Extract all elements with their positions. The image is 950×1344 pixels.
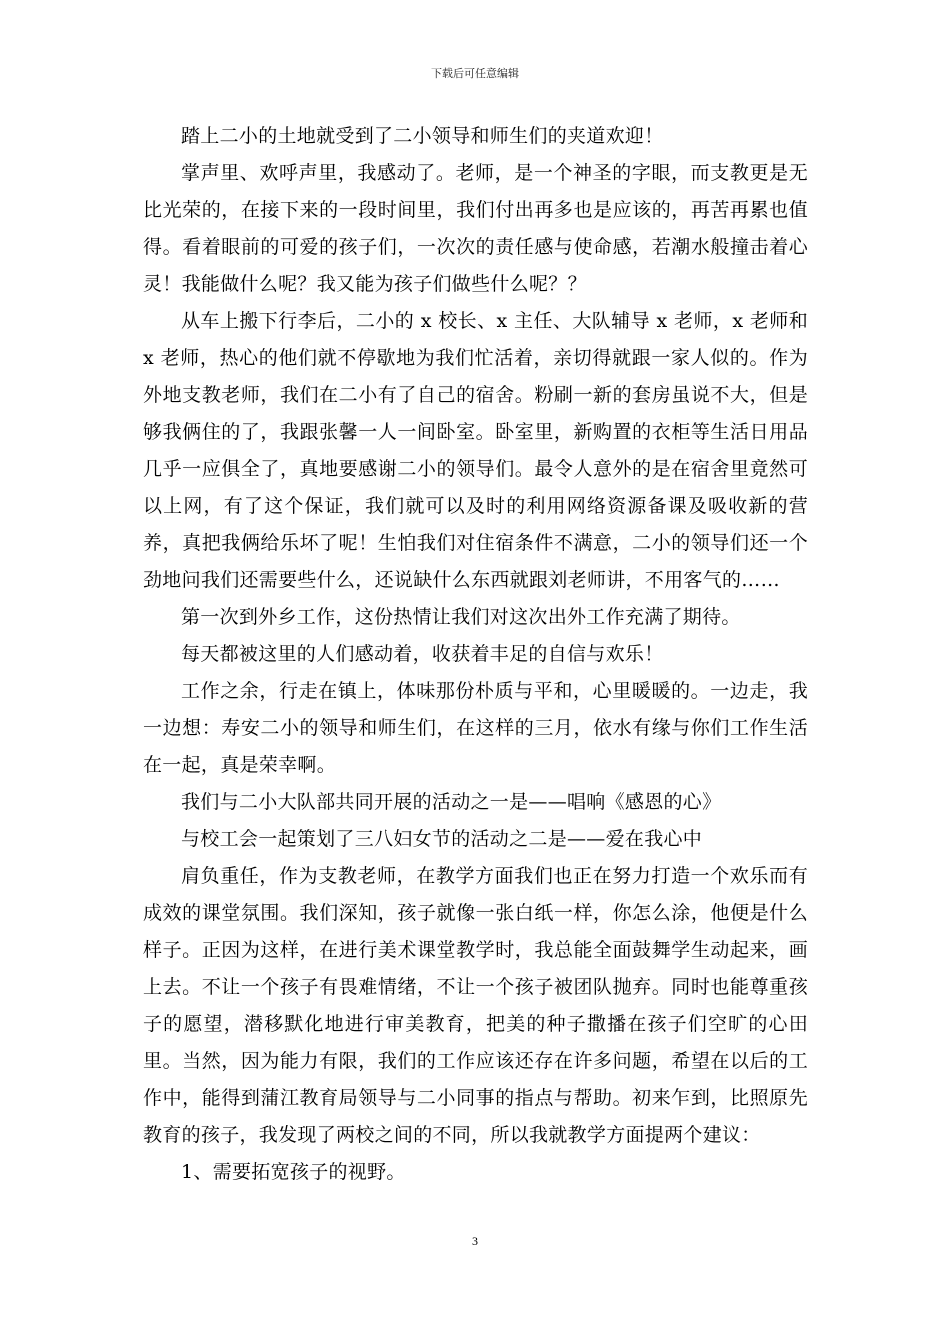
paragraph-1: 踏上二小的土地就受到了二小领导和师生们的夹道欢迎！: [181, 125, 664, 147]
paragraph-10: 1、需要拓宽孩子的视野。: [181, 1161, 406, 1183]
document-body: [143, 118, 808, 1191]
paragraph-5: 每天都被这里的人们感动着，收获着丰足的自信与欢乐！: [181, 643, 664, 665]
paragraph-2: 掌声里、欢呼声里，我感动了。老师，是一个神圣的字眼，而支教更是无比光荣的，在接下来的一段时间里，我们付出再多也是应该的，再苦再累也值得。看着眼前的可爱的孩子们，一次次的责任感与使命感，若潮水般撞击着心灵！我能做什么呢？我又能为孩子们做些什么呢？？: [143, 162, 808, 295]
paragraph-3: 从车上搬下行李后，二小的 x 校长、x 主任、大队辅导 x 老师，x 老师和 x 老师，热心的他们就不停歇地为我们忙活着，亲切得就跟一家人似的。作为外地支教老师，我们在二小有了自己的宿舍。粉刷一新的套房虽说不大，但是够我俩住的了，我跟张馨一人一间卧室。卧室里，新购置的衣柜等生活日用品几乎一应俱全了，真地要感谢二小的领导们。最令人意外的是在宿舍里竟然可以上网，有了这个保证，我们就可以及时的利用网络资源备课及吸收新的营养，真把我俩给乐坏了呢！生怕我们对住宿条件不满意，二小的领导们还一个劲地问我们还需要些什么，还说缺什么东西就跟刘老师讲，不用客气的……: [143, 310, 808, 591]
paragraph-8: 与校工会一起策划了三八妇女节的活动之二是——爱在我心中: [181, 828, 703, 850]
paragraph-4: 第一次到外乡工作，这份热情让我们对这次出外工作充满了期待。: [181, 606, 741, 628]
page-number: 3: [472, 1234, 478, 1248]
paragraph-6: 工作之余，行走在镇上，体味那份朴质与平和，心里暖暖的。一边走，我一边想：寿安二小的领导和师生们，在这样的三月，依水有缘与你们工作生活在一起，真是荣幸啊。: [143, 680, 808, 776]
paragraph-9: 肩负重任，作为支教老师，在教学方面我们也正在努力打造一个欢乐而有成效的课堂氛围。我们深知，孩子就像一张白纸一样，你怎么涂，他便是什么样子。正因为这样，在进行美术课堂教学时，我总能全面鼓舞学生动起来，画上去。不让一个孩子有畏难情绪，不让一个孩子被团队抛弃。同时也能尊重孩子的愿望，潜移默化地进行审美教育，把美的种子撒播在孩子们空旷的心田里。当然，因为能力有限，我们的工作应该还存在许多问题，希望在以后的工作中，能得到蒲江教育局领导与二小同事的指点与帮助。初来乍到，比照原先教育的孩子，我发现了两校之间的不同，所以我就教学方面提两个建议：: [143, 865, 808, 1146]
paragraph-7: 我们与二小大队部共同开展的活动之一是——唱响《感恩的心》: [181, 791, 722, 813]
page-header: 下载后可任意编辑: [431, 67, 519, 80]
